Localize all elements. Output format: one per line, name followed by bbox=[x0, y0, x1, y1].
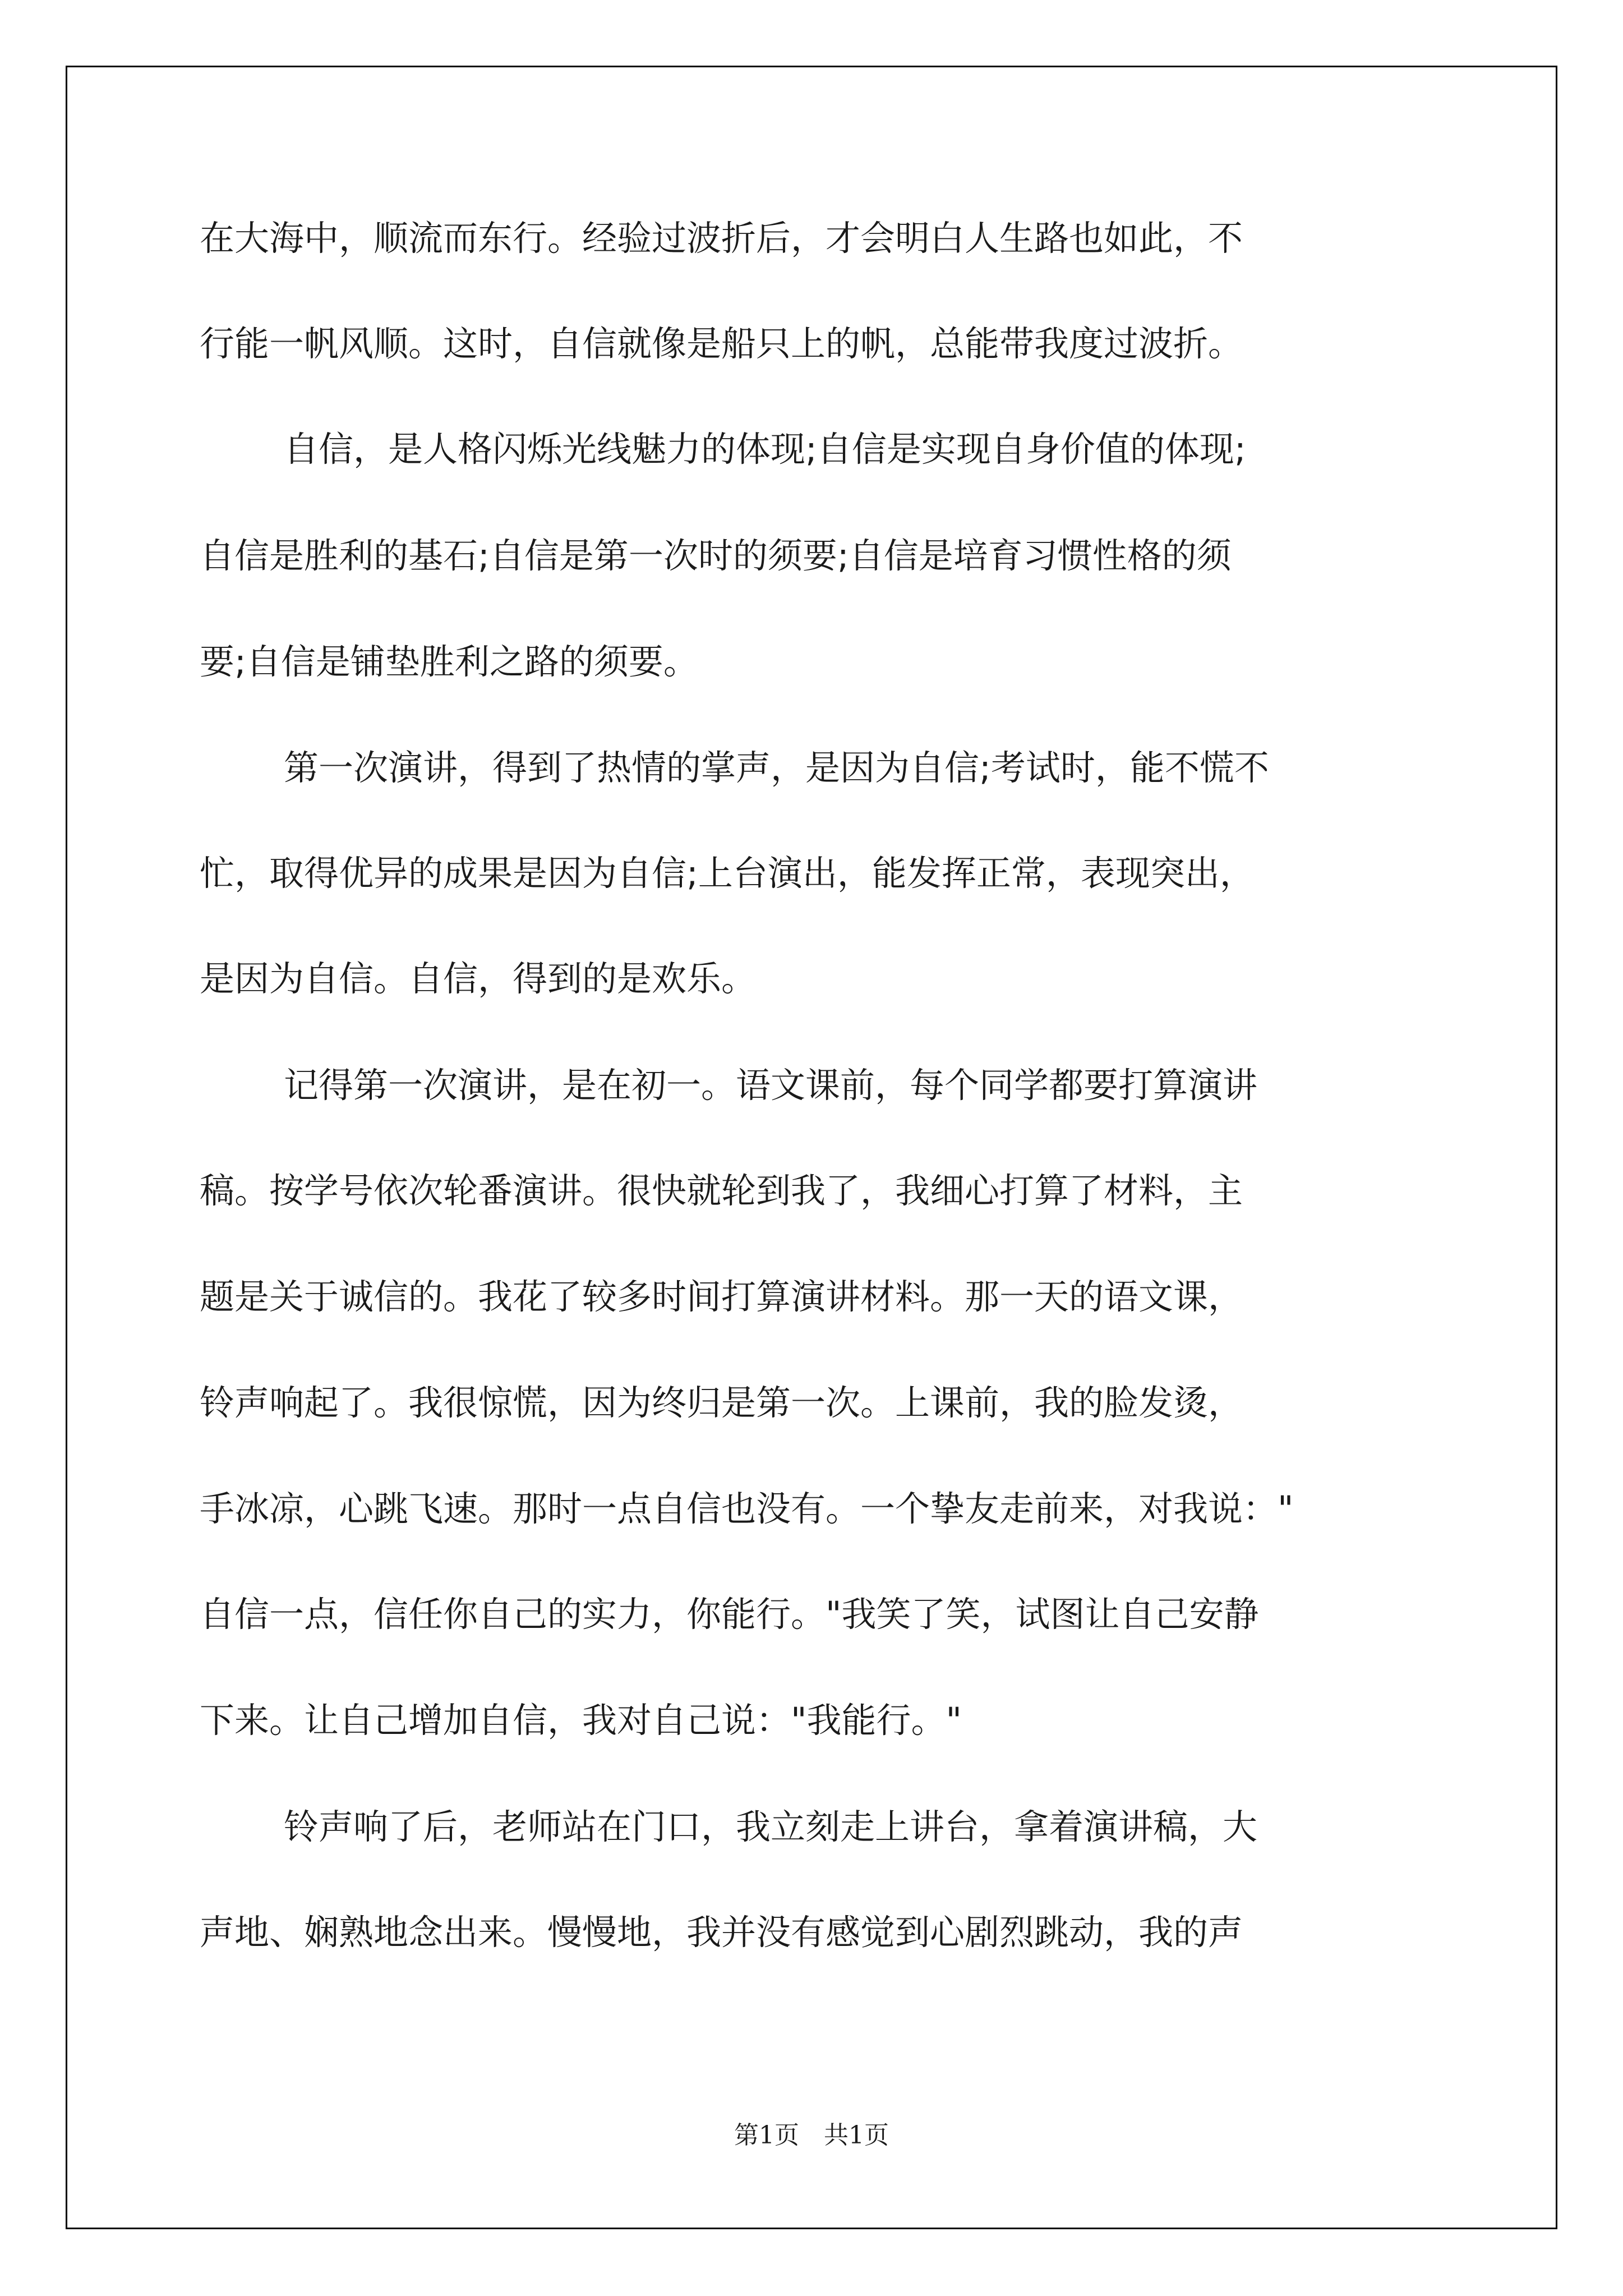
page-border bbox=[66, 66, 1557, 2229]
text-line: 手冰凉，心跳飞速。那时一点自信也没有。一个挚友走前来，对我说：" bbox=[200, 1488, 1294, 1529]
text-line: 稿。按学号依次轮番演讲。很快就轮到我了，我细心打算了材料，主 bbox=[200, 1170, 1243, 1211]
text-line: 题是关于诚信的。我花了较多时间打算演讲材料。那一天的语文课， bbox=[200, 1276, 1243, 1317]
text-line: 下来。让自己增加自信，我对自己说："我能行。" bbox=[200, 1700, 962, 1741]
text-line: 行能一帆风顺。这时，自信就像是船只上的帆，总能带我度过波折。 bbox=[200, 323, 1243, 364]
paragraph-start-line: 记得第一次演讲，是在初一。语文课前，每个同学都要打算演讲 bbox=[284, 1065, 1258, 1106]
text-line: 自信是胜利的基石;自信是第一次时的须要;自信是培育习惯性格的须 bbox=[200, 535, 1232, 576]
text-line: 铃声响起了。我很惊慌，因为终归是第一次。上课前，我的脸发烫， bbox=[200, 1382, 1243, 1423]
text-line: 是因为自信。自信，得到的是欢乐。 bbox=[200, 958, 757, 999]
paragraph-start-line: 铃声响了后，老师站在门口，我立刻走上讲台，拿着演讲稿，大 bbox=[284, 1806, 1258, 1847]
text-line: 自信一点，信任你自己的实力，你能行。"我笑了笑，试图让自己安静 bbox=[200, 1594, 1259, 1635]
page-number-footer: 第1页 共1页 bbox=[734, 2121, 889, 2150]
text-line: 声地、娴熟地念出来。慢慢地，我并没有感觉到心剧烈跳动，我的声 bbox=[200, 1912, 1243, 1953]
text-line: 忙，取得优异的成果是因为自信;上台演出，能发挥正常，表现突出， bbox=[200, 853, 1255, 894]
text-line: 在大海中，顺流而东行。经验过波折后，才会明白人生路也如此，不 bbox=[200, 218, 1243, 259]
paragraph-start-line: 第一次演讲，得到了热情的掌声，是因为自信;考试时，能不慌不 bbox=[284, 747, 1269, 788]
text-line: 要;自信是铺垫胜利之路的须要。 bbox=[200, 641, 698, 682]
paragraph-start-line: 自信，是人格闪烁光线魅力的体现;自信是实现自身价值的体现; bbox=[284, 429, 1246, 470]
